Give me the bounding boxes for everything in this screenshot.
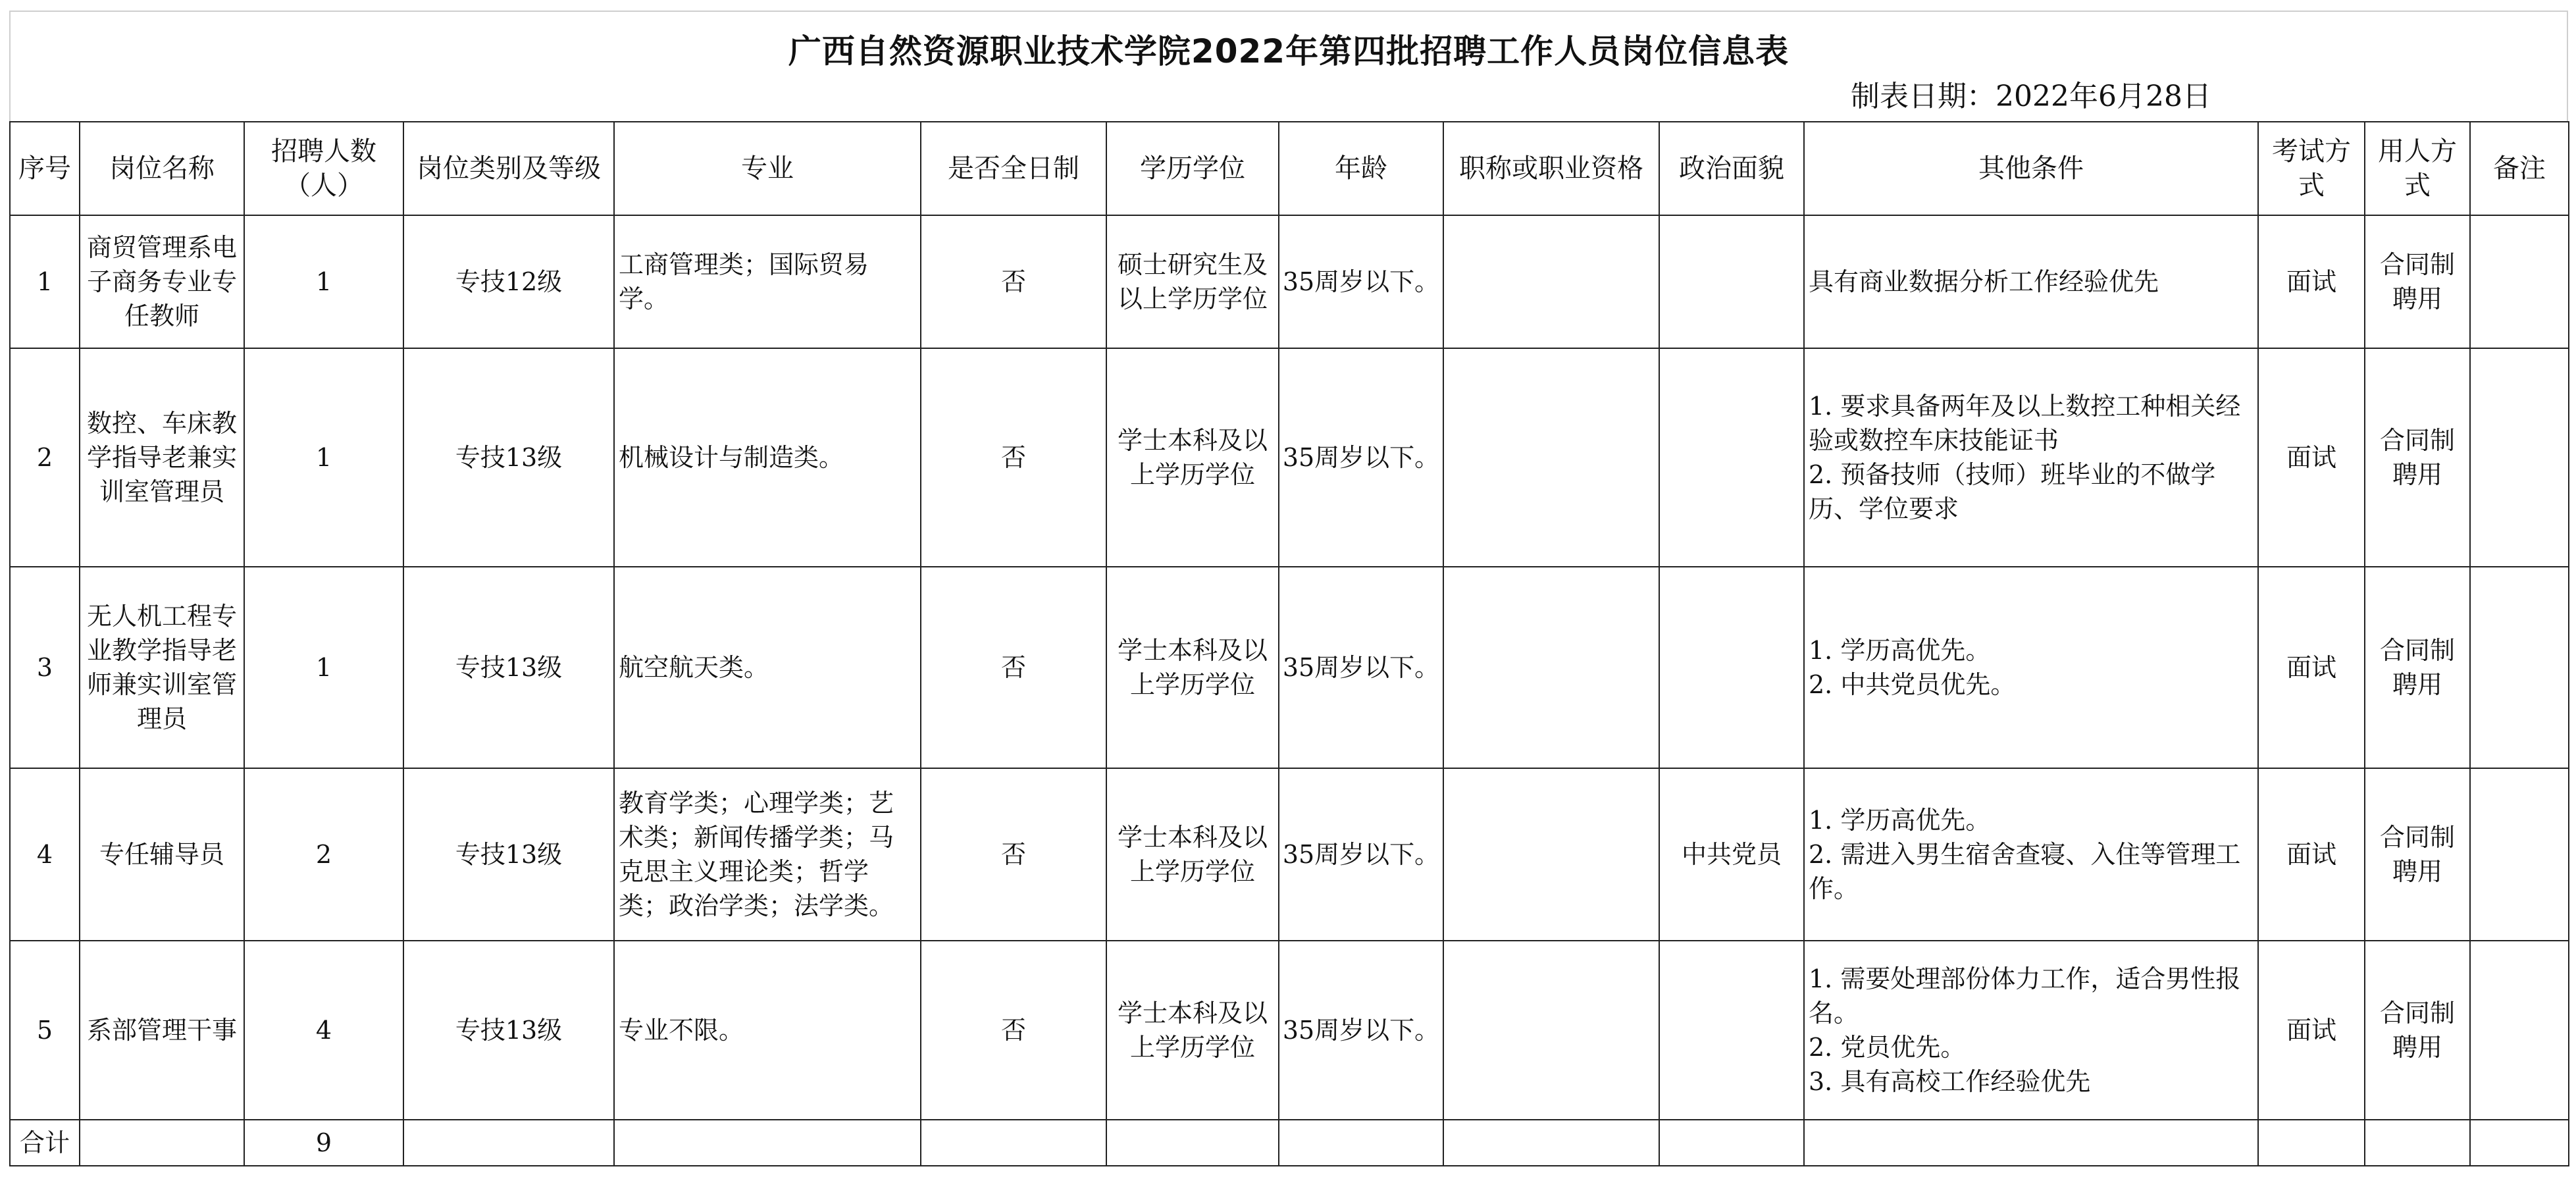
header-cell: 招聘人数（人） xyxy=(244,122,403,215)
header-cell: 年龄 xyxy=(1279,122,1443,215)
cell-major: 工商管理类；国际贸易学。 xyxy=(614,215,921,348)
total-empty-cell xyxy=(614,1120,921,1166)
total-empty-cell xyxy=(921,1120,1106,1166)
total-row xyxy=(10,1120,2569,1166)
cell-employ: 合同制聘用 xyxy=(2365,768,2470,941)
cell-education: 学士本科及以上学历学位 xyxy=(1106,567,1279,768)
cell-title-qual xyxy=(1443,348,1659,567)
header-row xyxy=(10,122,2569,215)
cell-no: 4 xyxy=(10,768,80,941)
total-empty-cell xyxy=(1443,1120,1659,1166)
cell-major xyxy=(614,768,921,941)
cell-exam: 面试 xyxy=(2258,348,2365,567)
header-cell: 学历学位 xyxy=(1106,122,1279,215)
header-cell: 职称或职业资格 xyxy=(1443,122,1659,215)
cell-political xyxy=(1659,215,1804,348)
cell-age: 35周岁以下。 xyxy=(1279,941,1443,1120)
cell-no: 1 xyxy=(10,215,80,348)
total-empty-cell xyxy=(2470,1120,2569,1166)
cell-level: 专技12级 xyxy=(403,215,614,348)
cell-employ: 合同制聘用 xyxy=(2365,348,2470,567)
cell-title-qual xyxy=(1443,941,1659,1120)
table-row xyxy=(10,348,2569,567)
cell-age: 35周岁以下。 xyxy=(1279,768,1443,941)
other-line: 1. 学历高优先。 xyxy=(1809,636,1991,665)
other-line: 具有商业数据分析工作经验优先 xyxy=(1809,267,2159,296)
other-line: 1. 需要处理部份体力工作，适合男性报名。 xyxy=(1809,964,2241,1028)
cell-position: 系部管理干事 xyxy=(80,941,244,1120)
other-line: 2. 党员优先。 xyxy=(1809,1033,1966,1062)
total-empty-cell xyxy=(1106,1120,1279,1166)
other-line: 1. 要求具备两年及以上数控工种相关经验或数控车床技能证书 xyxy=(1809,392,2241,455)
spreadsheet-sheet xyxy=(9,11,2568,1170)
cell-employ: 合同制聘用 xyxy=(2365,941,2470,1120)
cell-political xyxy=(1659,567,1804,768)
table-row xyxy=(10,941,2569,1120)
cell-title-qual xyxy=(1443,567,1659,768)
cell-title-qual xyxy=(1443,768,1659,941)
cell-fulltime: 否 xyxy=(921,567,1106,768)
total-empty-cell xyxy=(80,1120,244,1166)
cell-education: 硕士研究生及以上学历学位 xyxy=(1106,215,1279,348)
header-cell: 岗位名称 xyxy=(80,122,244,215)
cell-education: 学士本科及以上学历学位 xyxy=(1106,941,1279,1120)
cell-position: 商贸管理系电子商务专业专任教师 xyxy=(80,215,244,348)
cell-employ: 合同制聘用 xyxy=(2365,215,2470,348)
recruitment-table xyxy=(9,121,2569,1166)
total-count: 9 xyxy=(244,1120,403,1166)
cell-major: 航空航天类。 xyxy=(614,567,921,768)
total-label: 合计 xyxy=(10,1120,80,1166)
cell-count: 1 xyxy=(244,215,403,348)
cell-political xyxy=(1659,348,1804,567)
date-label: 制表日期：2022年6月28日 xyxy=(1851,80,2211,113)
cell-no: 3 xyxy=(10,567,80,768)
cell-political: 中共党员 xyxy=(1659,768,1804,941)
total-empty-cell xyxy=(2258,1120,2365,1166)
cell-fulltime: 否 xyxy=(921,941,1106,1120)
cell-note xyxy=(2470,567,2569,768)
other-line: 2. 预备技师（技师）班毕业的不做学历、学位要求 xyxy=(1809,460,2216,523)
total-empty-cell xyxy=(1279,1120,1443,1166)
cell-major: 机械设计与制造类。 xyxy=(614,348,921,567)
cell-education: 学士本科及以上学历学位 xyxy=(1106,348,1279,567)
cell-exam: 面试 xyxy=(2258,215,2365,348)
other-line: 3. 具有高校工作经验优先 xyxy=(1809,1067,2091,1096)
major-text: 教育学类；心理学类；艺术类；新闻传播学类；马克思主义理论类；哲学类；政治学类；法学类。 xyxy=(619,789,894,920)
cell-note xyxy=(2470,215,2569,348)
cell-exam: 面试 xyxy=(2258,567,2365,768)
cell-age: 35周岁以下。 xyxy=(1279,348,1443,567)
table-title: 广西自然资源职业技术学院2022年第四批招聘工作人员岗位信息表 xyxy=(788,32,1790,70)
cell-exam: 面试 xyxy=(2258,941,2365,1120)
cell-position: 专任辅导员 xyxy=(80,768,244,941)
total-empty-cell xyxy=(403,1120,614,1166)
cell-note xyxy=(2470,941,2569,1120)
other-line: 1. 学历高优先。 xyxy=(1809,806,1991,835)
cell-position: 无人机工程专业教学指导老师兼实训室管理员 xyxy=(80,567,244,768)
table-row xyxy=(10,215,2569,348)
header-cell: 岗位类别及等级 xyxy=(403,122,614,215)
cell-education: 学士本科及以上学历学位 xyxy=(1106,768,1279,941)
cell-age: 35周岁以下。 xyxy=(1279,567,1443,768)
header-cell: 用人方式 xyxy=(2365,122,2470,215)
header-cell: 其他条件 xyxy=(1804,122,2258,215)
header-cell: 专业 xyxy=(614,122,921,215)
cell-level: 专技13级 xyxy=(403,941,614,1120)
cell-title-qual xyxy=(1443,215,1659,348)
cell-other xyxy=(1804,768,2258,941)
other-line: 2. 中共党员优先。 xyxy=(1809,670,2016,699)
cell-other xyxy=(1804,567,2258,768)
other-line: 2. 需进入男生宿舍查寝、入住等管理工作。 xyxy=(1809,840,2241,903)
cell-level: 专技13级 xyxy=(403,567,614,768)
header-cell: 考试方式 xyxy=(2258,122,2365,215)
total-empty-cell xyxy=(1804,1120,2258,1166)
cell-note xyxy=(2470,768,2569,941)
cell-age: 35周岁以下。 xyxy=(1279,215,1443,348)
cell-note xyxy=(2470,348,2569,567)
cell-other xyxy=(1804,941,2258,1120)
cell-no: 5 xyxy=(10,941,80,1120)
total-empty-cell xyxy=(1659,1120,1804,1166)
cell-fulltime: 否 xyxy=(921,348,1106,567)
cell-fulltime: 否 xyxy=(921,215,1106,348)
table-row xyxy=(10,567,2569,768)
header-cell: 政治面貌 xyxy=(1659,122,1804,215)
cell-count: 2 xyxy=(244,768,403,941)
cell-count: 4 xyxy=(244,941,403,1120)
cell-level: 专技13级 xyxy=(403,768,614,941)
cell-count: 1 xyxy=(244,348,403,567)
cell-employ: 合同制聘用 xyxy=(2365,567,2470,768)
title-area xyxy=(9,11,2568,121)
total-empty-cell xyxy=(2365,1120,2470,1166)
cell-fulltime: 否 xyxy=(921,768,1106,941)
header-cell: 序号 xyxy=(10,122,80,215)
cell-other xyxy=(1804,348,2258,567)
header-cell: 是否全日制 xyxy=(921,122,1106,215)
table-row xyxy=(10,768,2569,941)
cell-major: 专业不限。 xyxy=(614,941,921,1120)
cell-no: 2 xyxy=(10,348,80,567)
cell-count: 1 xyxy=(244,567,403,768)
cell-other xyxy=(1804,215,2258,348)
cell-level: 专技13级 xyxy=(403,348,614,567)
cell-political xyxy=(1659,941,1804,1120)
cell-position: 数控、车床教学指导老兼实训室管理员 xyxy=(80,348,244,567)
cell-exam: 面试 xyxy=(2258,768,2365,941)
header-cell: 备注 xyxy=(2470,122,2569,215)
